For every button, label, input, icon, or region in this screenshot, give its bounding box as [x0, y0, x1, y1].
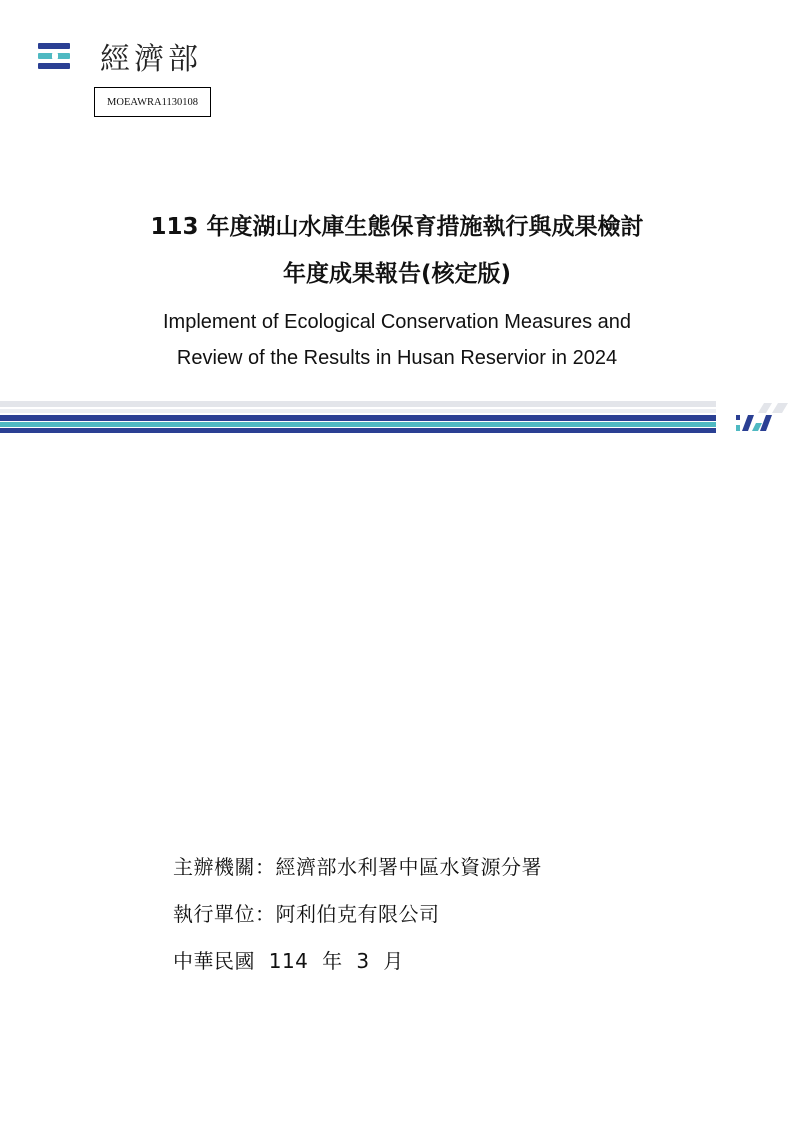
report-date: 中華民國 114 年 3 月 — [173, 949, 404, 973]
title-chinese-line-2: 年度成果報告(核定版) — [282, 261, 512, 287]
ministry-logo — [38, 34, 202, 78]
decorative-stripes — [0, 401, 716, 433]
ministry-emblem-icon — [38, 41, 70, 71]
ministry-name: 經濟部 — [100, 42, 202, 77]
executing-unit: 執行單位：阿利伯克有限公司 — [173, 902, 440, 926]
sponsor-agency: 主辦機關：經濟部水利署中區水資源分署 — [173, 855, 542, 879]
title-english-line-2: Review of the Results in Husan Reservior in 2024 — [176, 347, 618, 369]
water-agency-icon — [734, 401, 790, 435]
title-english-line-1: Implement of Ecological Conservation Measures and — [162, 311, 632, 333]
title-chinese-line-1: 113 年度湖山水庫生態保育措施執行與成果檢討 — [150, 214, 644, 240]
document-number-box: MOEAWRA1130108 — [94, 87, 211, 117]
